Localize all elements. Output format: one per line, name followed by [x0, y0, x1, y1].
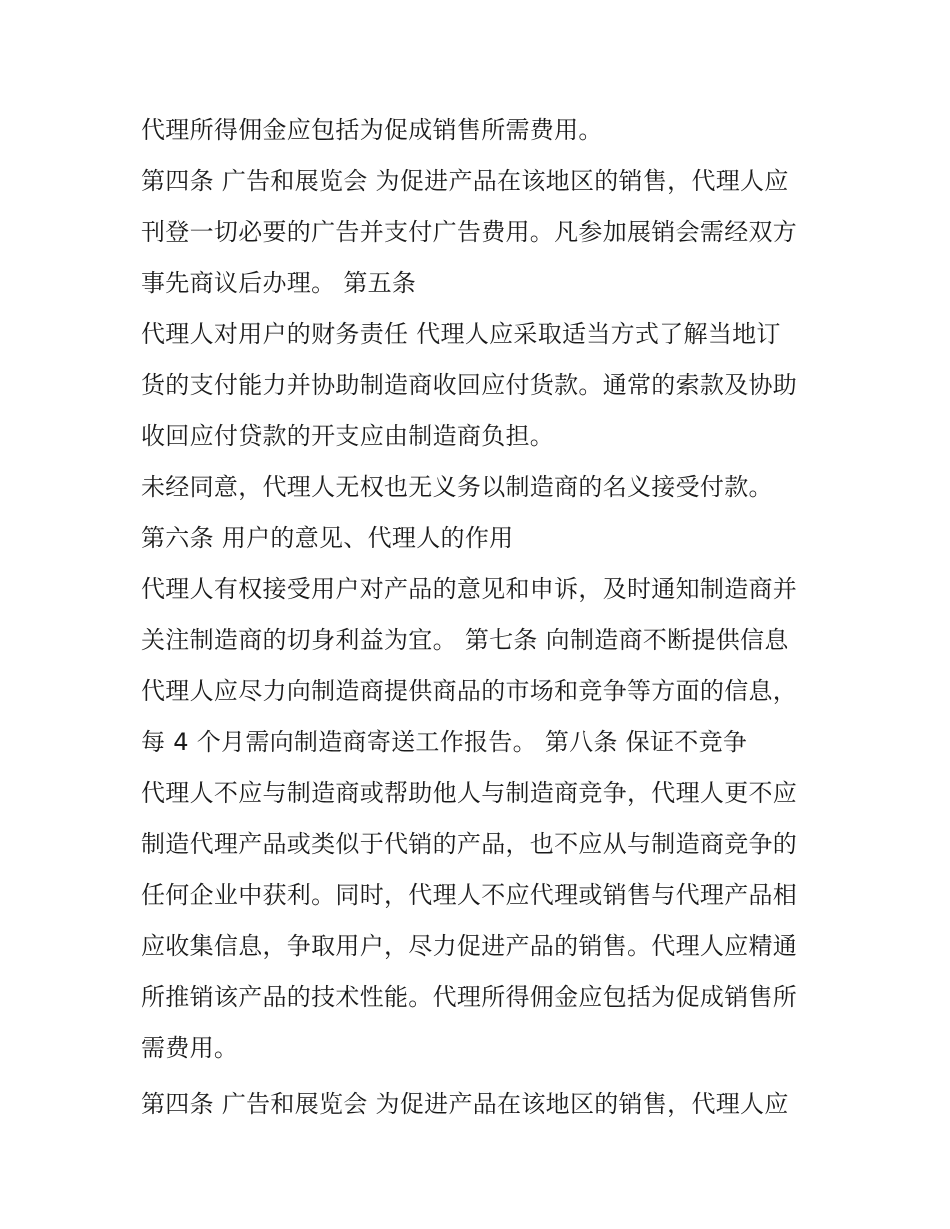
text-line: 第四条 广告和展览会 为促进产品在该地区的销售，代理人应 — [141, 1090, 789, 1118]
text-line: 代理人应尽力向制造商提供商品的市场和竞争等方面的信息， — [141, 677, 798, 705]
text-line: 需费用。 — [141, 1034, 239, 1062]
text-line: 收回应付贷款的开支应由制造商负担。 — [141, 422, 555, 450]
body-text — [141, 105, 831, 1130]
text-line: 未经同意，代理人无权也无义务以制造商的名义接受付款。 — [141, 473, 773, 501]
text-line: 代理人对用户的财务责任 代理人应采取适当方式了解当地订 — [141, 320, 781, 348]
text-line: 事先商议后办理。 第五条 — [141, 269, 417, 297]
text-line: 应收集信息，争取用户，尽力促进产品的销售。代理人应精通 — [141, 932, 798, 960]
text-line: 制造代理产品或类似于代销的产品，也不应从与制造商竞争的 — [141, 830, 798, 858]
text-line: 刊登一切必要的广告并支付广告费用。凡参加展销会需经双方 — [141, 218, 798, 246]
text-line: 货的支付能力并协助制造商收回应付货款。通常的索款及协助 — [141, 371, 798, 399]
text-line: 代理所得佣金应包括为促成销售所需费用。 — [141, 116, 603, 144]
text-line: 第六条 用户的意见、代理人的作用 — [141, 524, 514, 552]
text-line: 所推销该产品的技术性能。代理所得佣金应包括为促成销售所 — [141, 983, 798, 1011]
text-line: 关注制造商的切身利益为宜。 第七条 向制造商不断提供信息 — [141, 626, 789, 654]
text-line: 代理人有权接受用户对产品的意见和申诉，及时通知制造商并 — [141, 575, 798, 603]
text-line: 第四条 广告和展览会 为促进产品在该地区的销售，代理人应 — [141, 167, 789, 195]
text-line: 每 4 个月需向制造商寄送工作报告。 第八条 保证不竞争 — [141, 728, 748, 756]
text-line: 任何企业中获利。同时，代理人不应代理或销售与代理产品相 — [141, 881, 798, 909]
text-line: 代理人不应与制造商或帮助他人与制造商竞争，代理人更不应 — [141, 779, 798, 807]
